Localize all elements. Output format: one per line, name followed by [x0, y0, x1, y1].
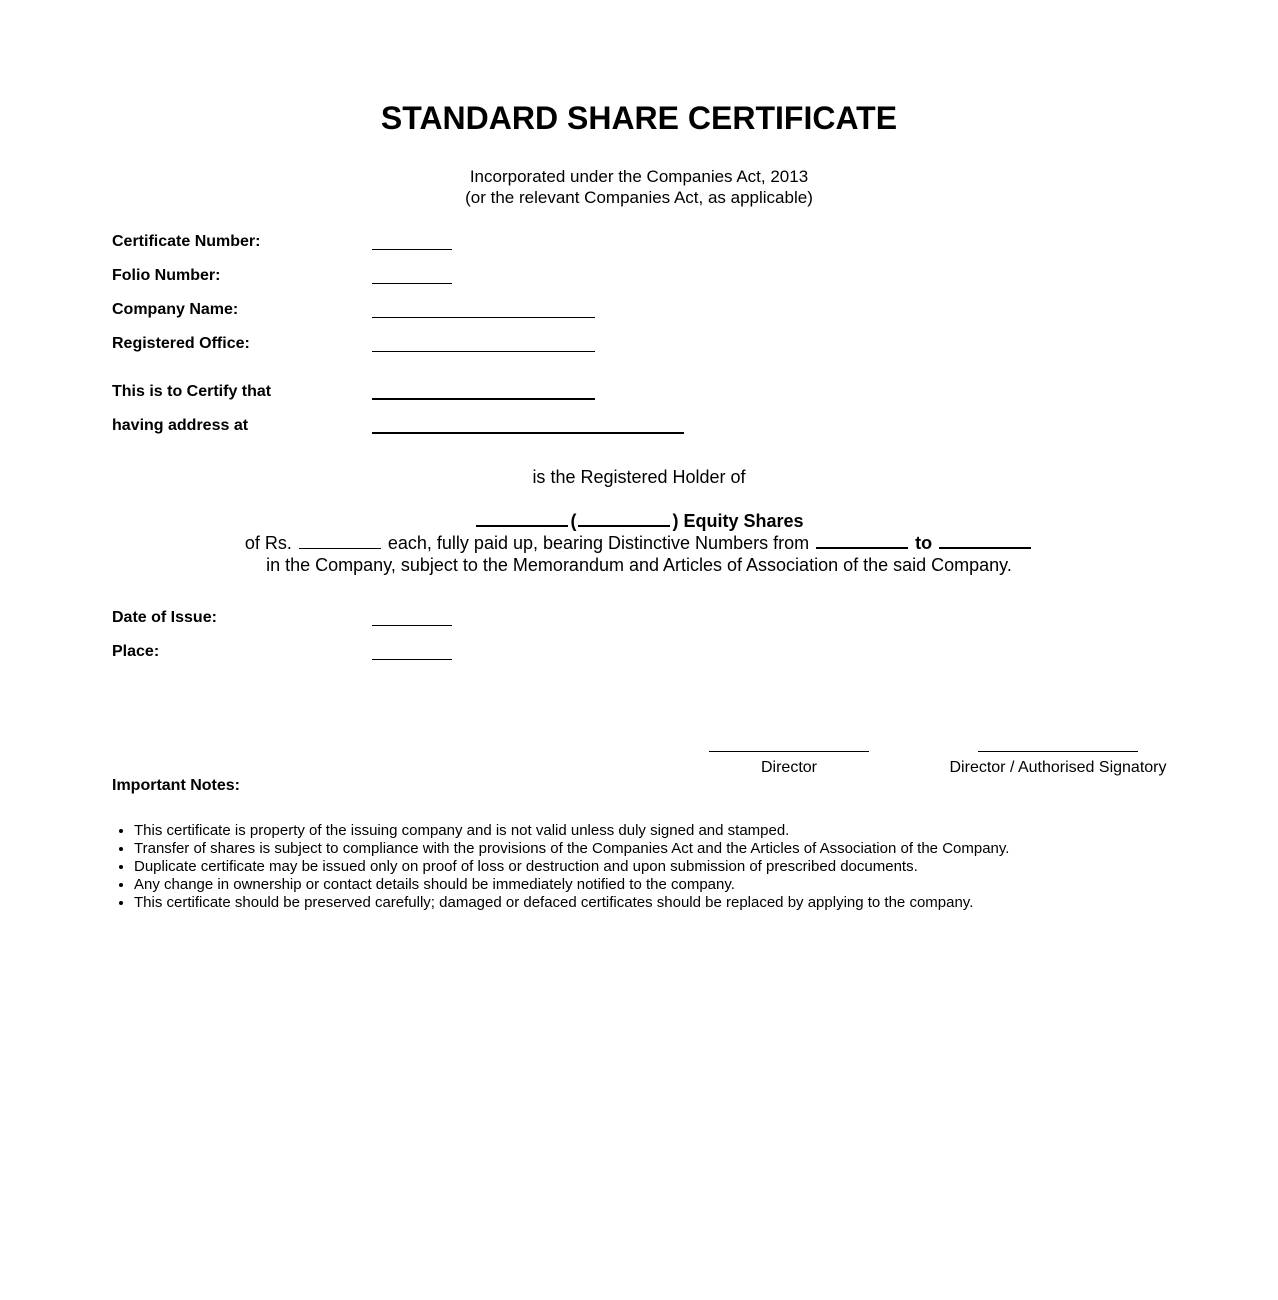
place-label: Place: — [112, 643, 160, 660]
note-item: • This certificate should be preserved carefully; damaged or defaced certificates should be replaced by applying to the company. — [134, 894, 1009, 912]
place-blank[interactable] — [372, 659, 452, 660]
notes-list — [112, 822, 1009, 912]
registered-office-blank[interactable] — [372, 351, 595, 352]
company-name-blank[interactable] — [372, 317, 595, 318]
nominal-value-blank[interactable] — [299, 547, 381, 549]
certificate-title: STANDARD SHARE CERTIFICATE — [380, 100, 898, 136]
important-notes-heading: Important Notes: — [112, 777, 240, 794]
paren-open: ( — [570, 511, 577, 531]
certificate-number-blank[interactable] — [372, 249, 452, 250]
shares-number-blank[interactable] — [476, 524, 568, 527]
company-subject-text: in the Company, subject to the Memorandum and Articles of Association of the said Company. — [266, 555, 1012, 575]
equity-shares-line — [0, 510, 1278, 532]
registered-holder-text: is the Registered Holder of — [532, 467, 746, 487]
folio-number-blank[interactable] — [372, 283, 452, 284]
note-item: • Duplicate certificate may be issued only on proof of loss or destruction and upon submission of prescribed documents. — [134, 858, 1009, 876]
date-of-issue-blank[interactable] — [372, 625, 452, 626]
note-item: • Transfer of shares is subject to compliance with the provisions of the Companies Act and the Articles of Association of the Company. — [134, 840, 1009, 858]
note-item: • Any change in ownership or contact details should be immediately notified to the company. — [134, 876, 1009, 894]
director-label: Director — [760, 759, 817, 776]
date-of-issue-label: Date of Issue: — [112, 609, 217, 626]
of-rs-text: of Rs. — [244, 533, 292, 553]
subtitle-line-1: Incorporated under the Companies Act, 2013 — [469, 167, 809, 186]
registered-office-label: Registered Office: — [112, 335, 250, 352]
subtitle-line-2: (or the relevant Companies Act, as applicable) — [465, 188, 813, 207]
note-item: • This certificate is property of the issuing company and is not valid unless duly signed and stamped. — [134, 822, 1009, 840]
distinctive-to-blank[interactable] — [939, 546, 1031, 549]
nominal-value-line — [0, 532, 1278, 554]
folio-number-label: Folio Number: — [112, 267, 221, 284]
director-signature-line[interactable] — [709, 751, 869, 752]
certify-that-label: This is to Certify that — [112, 383, 272, 400]
authorised-signatory-label: Director / Authorised Signatory — [949, 759, 1167, 776]
holder-name-blank[interactable] — [372, 398, 595, 400]
shares-words-blank[interactable] — [578, 524, 670, 527]
having-address-label: having address at — [112, 417, 249, 434]
equity-shares-text: ) Equity Shares — [672, 511, 804, 531]
distinctive-from-blank[interactable] — [816, 546, 908, 549]
holder-address-blank[interactable] — [372, 432, 684, 434]
authorised-signature-line[interactable] — [978, 751, 1138, 752]
certificate-number-label: Certificate Number: — [112, 233, 261, 250]
company-name-label: Company Name: — [112, 301, 239, 318]
to-text: to — [915, 533, 933, 553]
each-fully-paid-text: each, fully paid up, bearing Distinctive Numbers from — [387, 533, 810, 553]
